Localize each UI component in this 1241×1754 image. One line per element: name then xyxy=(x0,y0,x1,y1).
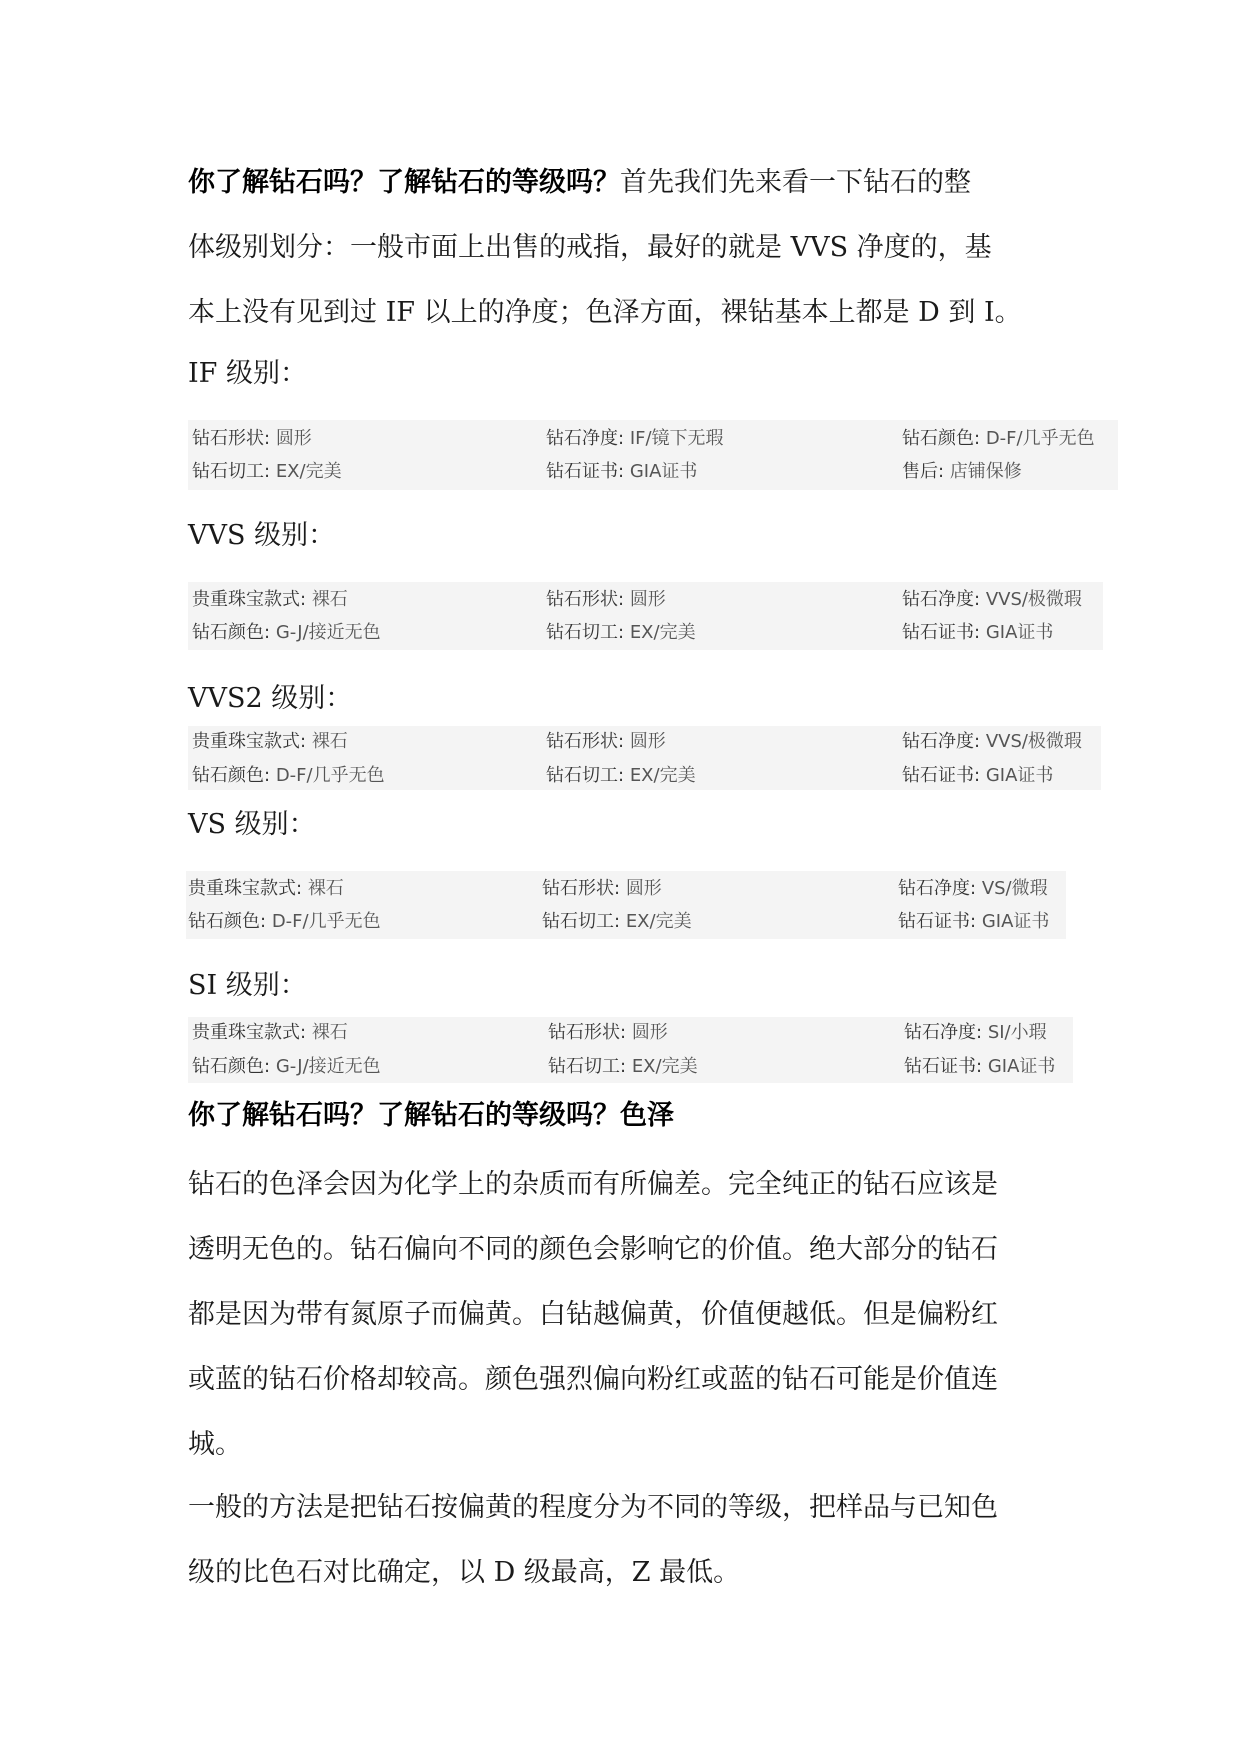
spec-row xyxy=(188,423,1118,455)
spec-row xyxy=(188,726,1101,758)
intro-line-1-text: 首先我们先来看一下钻石的整 xyxy=(620,167,971,198)
spec-cell: 钻石形状: 圆形 xyxy=(546,731,666,752)
spec-cell: 钻石形状: 圆形 xyxy=(548,1022,668,1043)
spec-row xyxy=(188,617,1103,649)
spec-cell: 贵重珠宝款式: 裸石 xyxy=(192,731,348,752)
spec-row xyxy=(188,760,1101,792)
spec-cell: 售后: 店铺保修 xyxy=(902,461,1022,482)
color-p1-line: 或蓝的钻石价格却较高。颜色强烈偏向粉红或蓝的钻石可能是价值连 xyxy=(188,1364,998,1395)
spec-row xyxy=(186,873,1066,905)
spec-row xyxy=(188,1051,1073,1083)
spec-cell: 钻石切工: EX/完美 xyxy=(192,461,342,482)
color-paragraph-2 xyxy=(188,1475,1058,1605)
color-p2-line: 一般的方法是把钻石按偏黄的程度分为不同的等级，把样品与已知色 xyxy=(188,1492,998,1523)
spec-cell: 钻石形状: 圆形 xyxy=(542,878,662,899)
spec-table-if xyxy=(188,420,1118,490)
grade-heading-if: IF 级别： xyxy=(188,358,307,389)
spec-table-vvs2 xyxy=(188,726,1101,790)
spec-cell: 钻石切工: EX/完美 xyxy=(546,622,696,643)
intro-bold-lead: 你了解钻石吗？了解钻石的等级吗？ xyxy=(188,167,620,198)
spec-cell: 钻石净度: SI/小瑕 xyxy=(904,1022,1047,1043)
color-paragraph-1 xyxy=(188,1152,1058,1477)
color-p1-line: 城。 xyxy=(188,1429,242,1460)
spec-cell: 钻石切工: EX/完美 xyxy=(548,1056,698,1077)
color-p1-line: 钻石的色泽会因为化学上的杂质而有所偏差。完全纯正的钻石应该是 xyxy=(188,1169,998,1200)
spec-cell: 钻石净度: IF/镜下无瑕 xyxy=(546,428,724,449)
spec-cell: 钻石证书: GIA证书 xyxy=(902,765,1054,786)
spec-cell: 钻石颜色: G-J/接近无色 xyxy=(192,622,381,643)
spec-cell: 钻石证书: GIA证书 xyxy=(898,911,1050,932)
spec-cell: 钻石颜色: D-F/几乎无色 xyxy=(902,428,1095,449)
spec-row xyxy=(188,584,1103,616)
spec-cell: 贵重珠宝款式: 裸石 xyxy=(192,589,348,610)
spec-cell: 钻石净度: VVS/极微瑕 xyxy=(902,731,1082,752)
grade-heading-vvs: VVS 级别： xyxy=(188,520,336,551)
spec-row xyxy=(188,456,1118,488)
intro-line-3: 本上没有见到过 IF 以上的净度；色泽方面，裸钻基本上都是 D 到 I。 xyxy=(188,297,1022,328)
color-p1-line: 都是因为带有氮原子而偏黄。白钻越偏黄，价值便越低。但是偏粉红 xyxy=(188,1299,998,1330)
spec-row xyxy=(188,1017,1073,1049)
spec-cell: 钻石颜色: D-F/几乎无色 xyxy=(188,911,381,932)
grade-heading-vs: VS 级别： xyxy=(188,809,316,840)
color-p1-line: 透明无色的。钻石偏向不同的颜色会影响它的价值。绝大部分的钻石 xyxy=(188,1234,998,1265)
grade-heading-si: SI 级别： xyxy=(188,970,307,1001)
color-section-title: 你了解钻石吗？了解钻石的等级吗？色泽 xyxy=(188,1100,674,1131)
spec-cell: 钻石证书: GIA证书 xyxy=(546,461,698,482)
intro-line-1 xyxy=(188,150,1058,215)
spec-table-vvs xyxy=(188,582,1103,650)
intro-line-2: 体级别划分：一般市面上出售的戒指，最好的就是 VVS 净度的，基 xyxy=(188,232,992,263)
intro-paragraph xyxy=(188,150,1058,345)
spec-cell: 钻石证书: GIA证书 xyxy=(904,1056,1056,1077)
spec-table-si xyxy=(188,1017,1073,1083)
spec-cell: 钻石切工: EX/完美 xyxy=(542,911,692,932)
spec-cell: 钻石证书: GIA证书 xyxy=(902,622,1054,643)
grade-heading-vvs2: VVS2 级别： xyxy=(188,683,353,714)
spec-cell: 贵重珠宝款式: 裸石 xyxy=(188,878,344,899)
spec-cell: 钻石形状: 圆形 xyxy=(546,589,666,610)
spec-cell: 钻石颜色: D-F/几乎无色 xyxy=(192,765,385,786)
spec-cell: 钻石形状: 圆形 xyxy=(192,428,312,449)
spec-cell: 钻石颜色: G-J/接近无色 xyxy=(192,1056,381,1077)
spec-cell: 贵重珠宝款式: 裸石 xyxy=(192,1022,348,1043)
color-p2-line: 级的比色石对比确定，以 D 级最高，Z 最低。 xyxy=(188,1557,741,1588)
spec-cell: 钻石切工: EX/完美 xyxy=(546,765,696,786)
spec-cell: 钻石净度: VVS/极微瑕 xyxy=(902,589,1082,610)
spec-cell: 钻石净度: VS/微瑕 xyxy=(898,878,1048,899)
spec-row xyxy=(186,906,1066,938)
spec-table-vs xyxy=(186,871,1066,939)
